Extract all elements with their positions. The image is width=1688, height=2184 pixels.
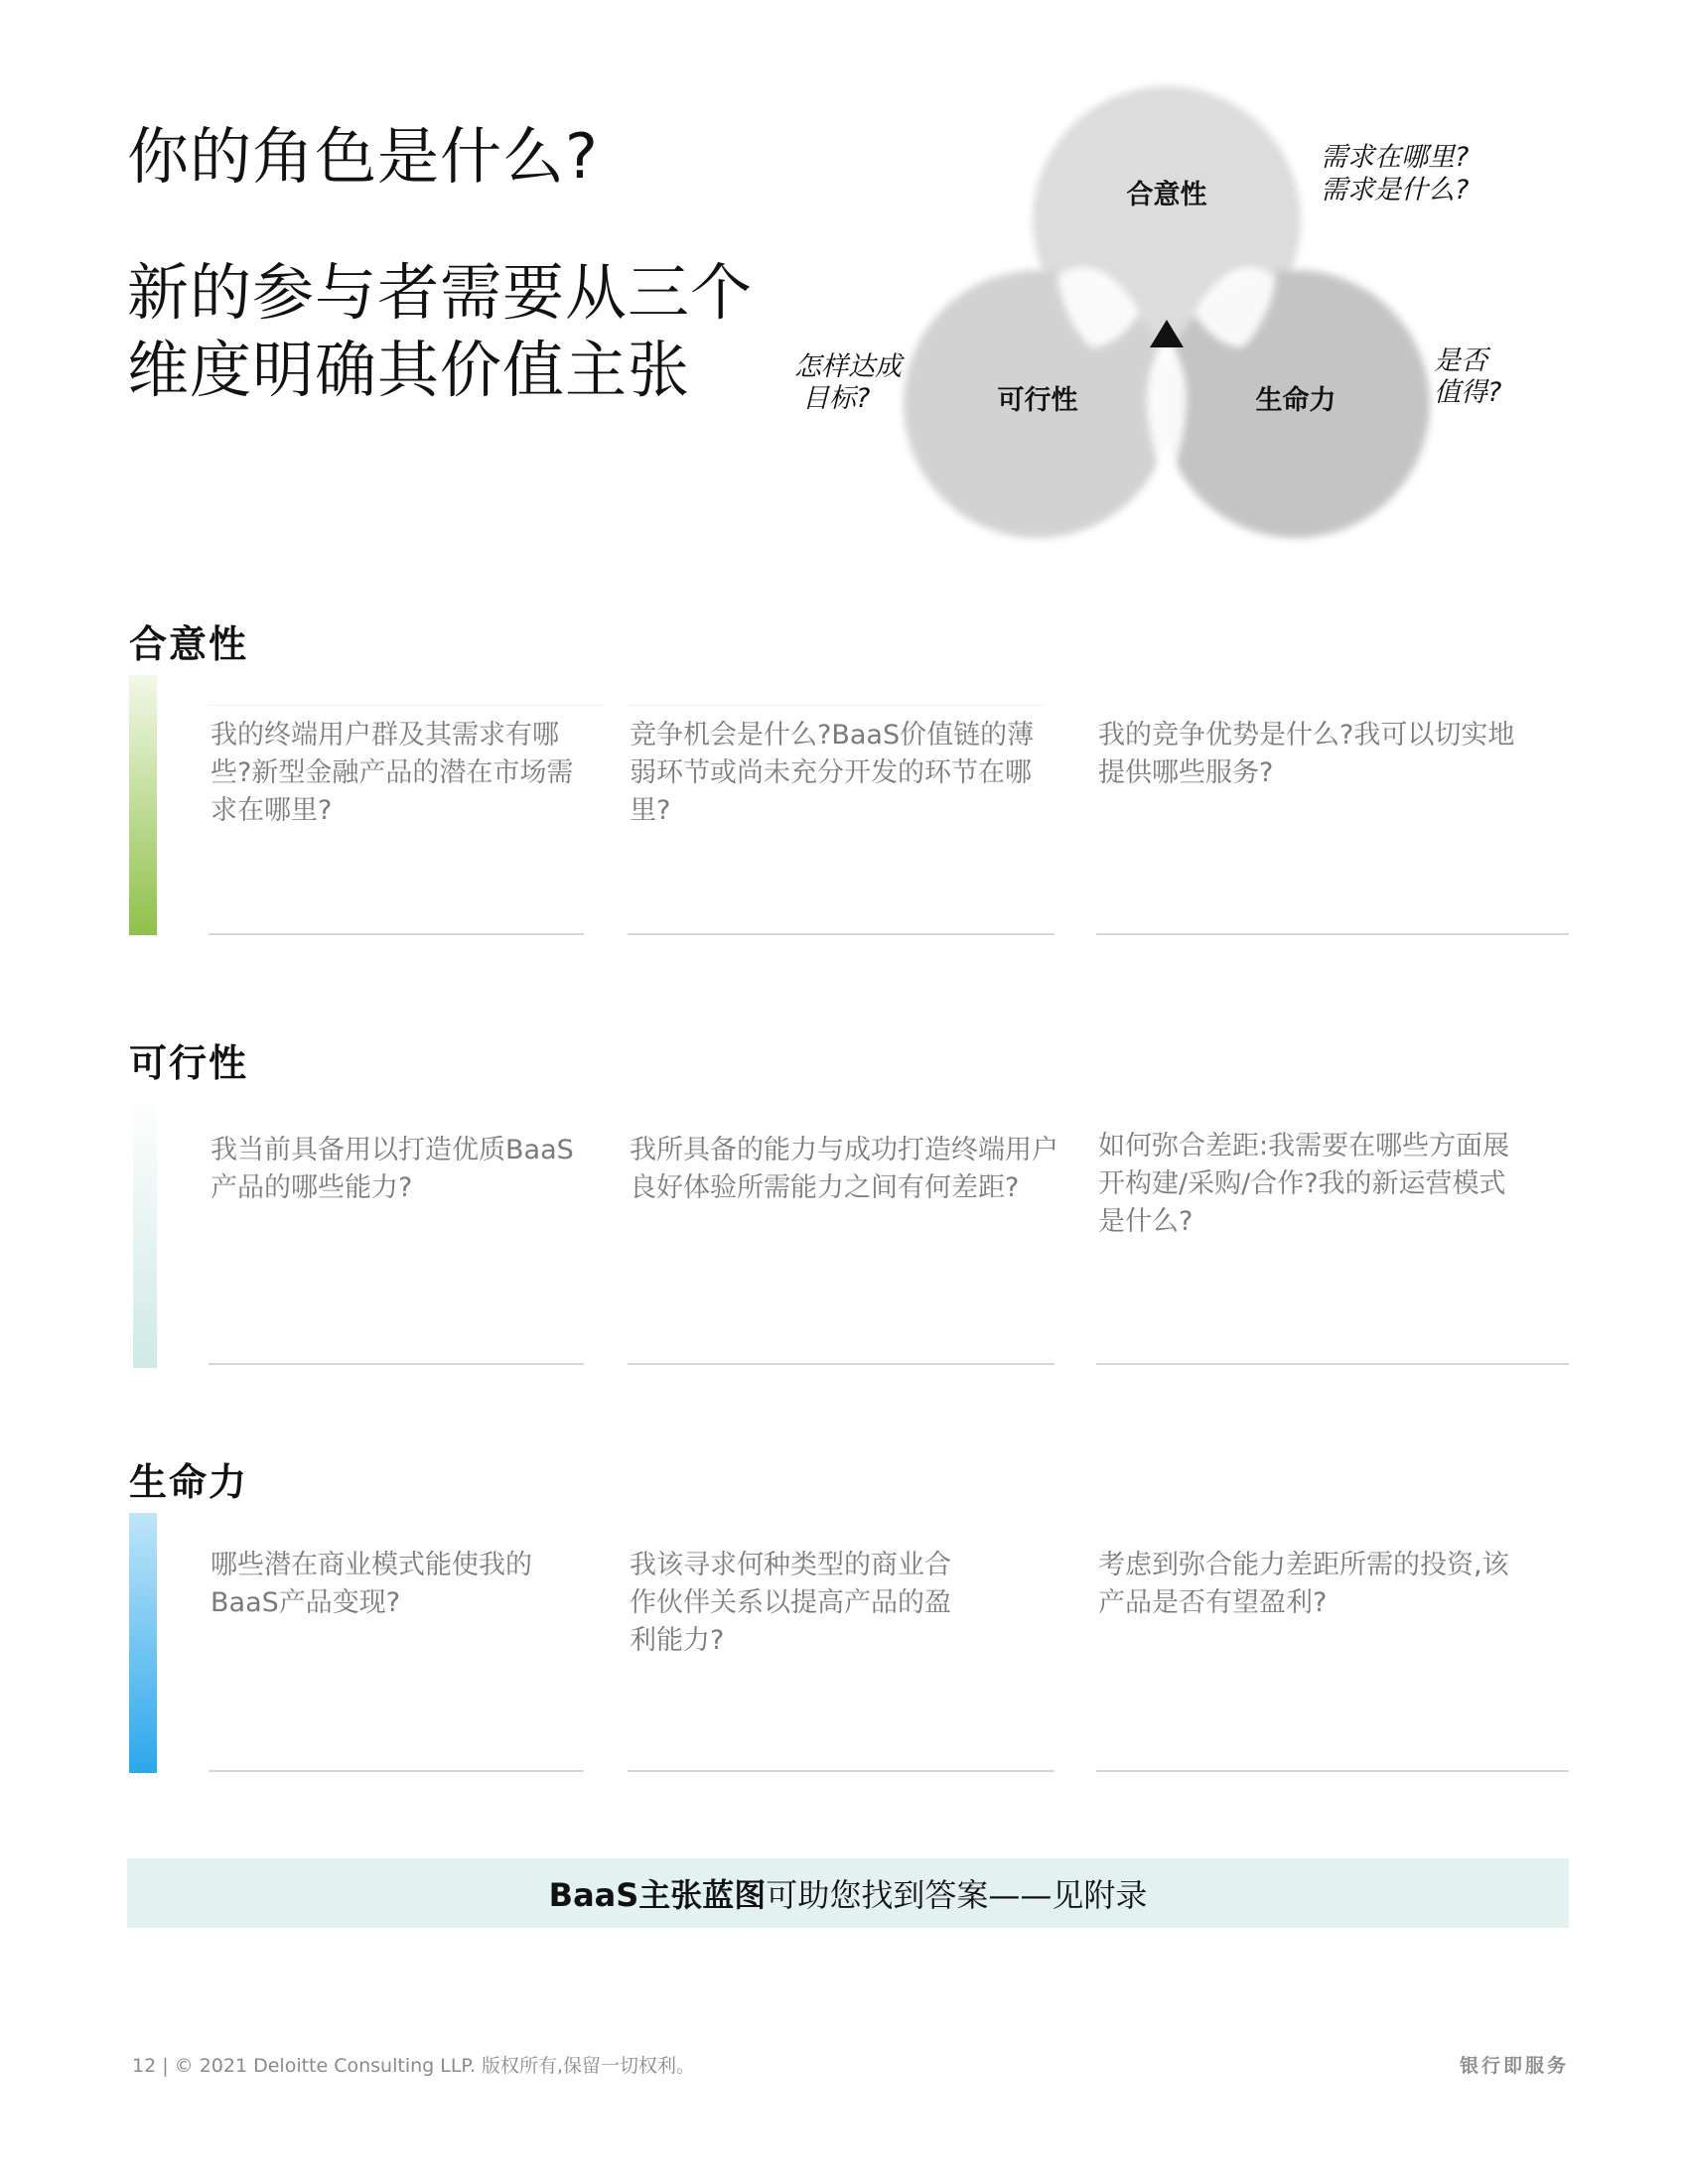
section-title-viability: 生命力 — [129, 1460, 249, 1504]
question-rule — [209, 1770, 584, 1772]
question-rule — [628, 933, 1055, 935]
question-viability-1: 哪些潜在商业模式能使我的BaaS产品变现? — [211, 1550, 532, 1618]
page-title: 你的角色是什么? — [127, 120, 599, 193]
section-title-feasibility: 可行性 — [129, 1041, 249, 1085]
venn-label-desirability: 合意性 — [1126, 180, 1207, 210]
venn-label-viability: 生命力 — [1255, 385, 1336, 416]
question-feasibility-1: 我当前具备用以打造优质BaaS产品的哪些能力? — [211, 1135, 574, 1203]
question-feasibility-2: 我所具备的能力与成功打造终端用户良好体验所需能力之间有何差距? — [630, 1135, 1058, 1203]
question-top-rule — [628, 705, 1045, 706]
section-bar-viability — [129, 1513, 157, 1773]
question-top-rule — [209, 705, 606, 706]
venn-question-viability-1: 是否 — [1434, 345, 1487, 376]
question-desirability-2: 竞争机会是什么?BaaS价值链的薄弱环节或尚未充分开发的环节在哪里? — [630, 720, 1035, 826]
appendix-banner — [127, 1858, 1569, 1928]
question-rule — [628, 1363, 1055, 1365]
question-rule — [1096, 1363, 1569, 1365]
question-rule — [628, 1770, 1055, 1772]
venn-diagram — [774, 60, 1549, 576]
venn-question-feasibility-1: 怎样达成 — [794, 351, 902, 382]
banner-bold-text: BaaS主张蓝图 — [548, 1876, 767, 1914]
footer-copyright: 12 | © 2021 Deloitte Consulting LLP. 版权所有,保留一切权利。 — [132, 2055, 696, 2077]
question-desirability-3: 我的竞争优势是什么?我可以切实地提供哪些服务? — [1098, 720, 1515, 788]
section-bar-feasibility — [133, 1092, 157, 1368]
footer-section-name: 银行即服务 — [1459, 2055, 1569, 2077]
section-bar-desirability — [129, 675, 157, 935]
question-rule — [209, 933, 584, 935]
question-desirability-1: 我的终端用户群及其需求有哪些?新型金融产品的潜在市场需求在哪里? — [211, 720, 574, 826]
question-viability-2: 我该寻求何种类型的商业合作伙伴关系以提高产品的盈利能力? — [630, 1550, 951, 1656]
venn-question-feasibility-2: 目标? — [802, 383, 871, 414]
question-viability-3: 考虑到弥合能力差距所需的投资,该产品是否有望盈利? — [1098, 1550, 1509, 1618]
venn-question-viability-2: 值得? — [1434, 377, 1502, 408]
question-rule — [1096, 1770, 1569, 1772]
banner-text: 可助您找到答案——见附录 — [766, 1876, 1148, 1914]
venn-question-desirability-1: 需求在哪里? — [1321, 142, 1470, 173]
question-feasibility-3: 如何弥合差距:我需要在哪些方面展开构建/采购/合作?我的新运营模式是什么? — [1098, 1131, 1510, 1237]
page-subtitle: 新的参与者需要从三个维度明确其价值主张 — [127, 256, 754, 406]
venn-label-feasibility: 可行性 — [997, 385, 1078, 416]
question-rule — [209, 1363, 584, 1365]
venn-question-desirability-2: 需求是什么? — [1321, 175, 1470, 205]
question-rule — [1096, 933, 1569, 935]
section-title-desirability: 合意性 — [129, 622, 249, 666]
